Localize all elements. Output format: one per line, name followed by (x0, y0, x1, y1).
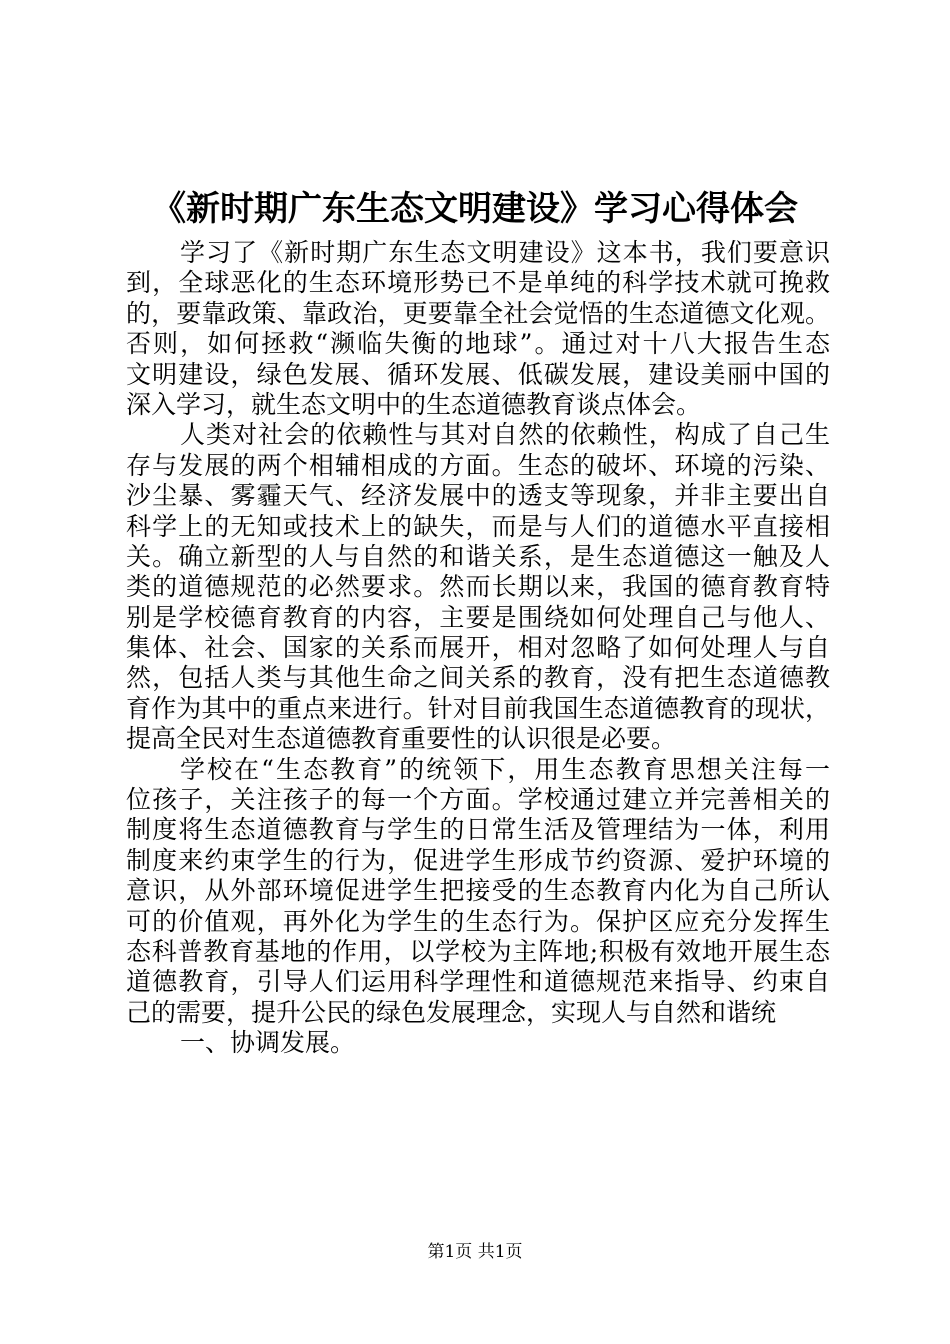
text-line: 制度来约束学生的行为，促进学生形成节约资源、爱护环境的 (126, 845, 830, 875)
text-line: 深入学习，就生态文明中的生态道德教育谈点体会。 (126, 389, 702, 419)
text-line: 然，包括人类与其他生命之间关系的教育，没有把生态道德教 (126, 663, 830, 693)
text-line: 否则，如何拯救“濒临失衡的地球”。通过对十八大报告生态 (126, 329, 830, 359)
text-line: 别是学校德育教育的内容，主要是围绕如何处理自己与他人、 (126, 602, 830, 632)
text-line: 文明建设，绿色发展、循环发展、低碳发展，建设美丽中国的 (126, 359, 830, 389)
text-line: 位孩子，关注孩子的每一个方面。学校通过建立并完善相关的 (126, 785, 830, 815)
paragraph-2 (126, 420, 830, 754)
text-line: 到，全球恶化的生态环境形势已不是单纯的科学技术就可挽救 (126, 268, 830, 298)
text-line: 存与发展的两个相辅相成的方面。生态的破坏、环境的污染、 (126, 450, 830, 480)
text-line: 类的道德规范的必然要求。然而长期以来，我国的德育教育特 (126, 572, 830, 602)
text-line: 科学上的无知或技术上的缺失，而是与人们的道德水平直接相 (126, 511, 830, 541)
paragraph-3 (126, 755, 830, 1029)
text-line: 一、协调发展。 (180, 1028, 356, 1058)
document-body (126, 238, 830, 1059)
text-line: 己的需要，提升公民的绿色发展理念，实现人与自然和谐统 (126, 997, 777, 1027)
text-line: 道德教育，引导人们运用科学理性和道德规范来指导、约束自 (126, 967, 830, 997)
text-line: 制度将生态道德教育与学生的日常生活及管理结为一体，利用 (126, 815, 830, 845)
text-line: 意识，从外部环境促进学生把接受的生态教育内化为自己所认 (126, 876, 830, 906)
text-line: 集体、社会、国家的关系而展开，相对忽略了如何处理人与自 (126, 633, 830, 663)
text-line: 可的价值观，再外化为学生的生态行为。保护区应充分发挥生 (126, 906, 830, 936)
paragraph-4 (126, 1028, 830, 1058)
text-line: 学校在“生态教育”的统领下，用生态教育思想关注每一 (180, 754, 830, 784)
text-line: 人类对社会的依赖性与其对自然的依赖性，构成了自己生 (180, 420, 830, 450)
page-footer: 第1页 共1页 (427, 1242, 523, 1262)
text-line: 的，要靠政策、靠政治，更要靠全社会觉悟的生态道德文化观。 (126, 298, 830, 328)
text-line: 关。确立新型的人与自然的和谐关系，是生态道德这一触及人 (126, 541, 830, 571)
text-line: 沙尘暴、雾霾天气、经济发展中的透支等现象，并非主要出自 (126, 481, 830, 511)
page-title: 《新时期广东生态文明建设》学习心得体会 (152, 189, 798, 229)
text-line: 提高全民对生态道德教育重要性的认识很是必要。 (126, 724, 677, 754)
paragraph-1 (126, 238, 830, 420)
text-line: 育作为其中的重点来进行。针对目前我国生态道德教育的现状， (126, 693, 830, 723)
text-line: 态科普教育基地的作用，以学校为主阵地;积极有效地开展生态 (126, 936, 830, 966)
text-line: 学习了《新时期广东生态文明建设》这本书，我们要意识 (180, 238, 830, 267)
